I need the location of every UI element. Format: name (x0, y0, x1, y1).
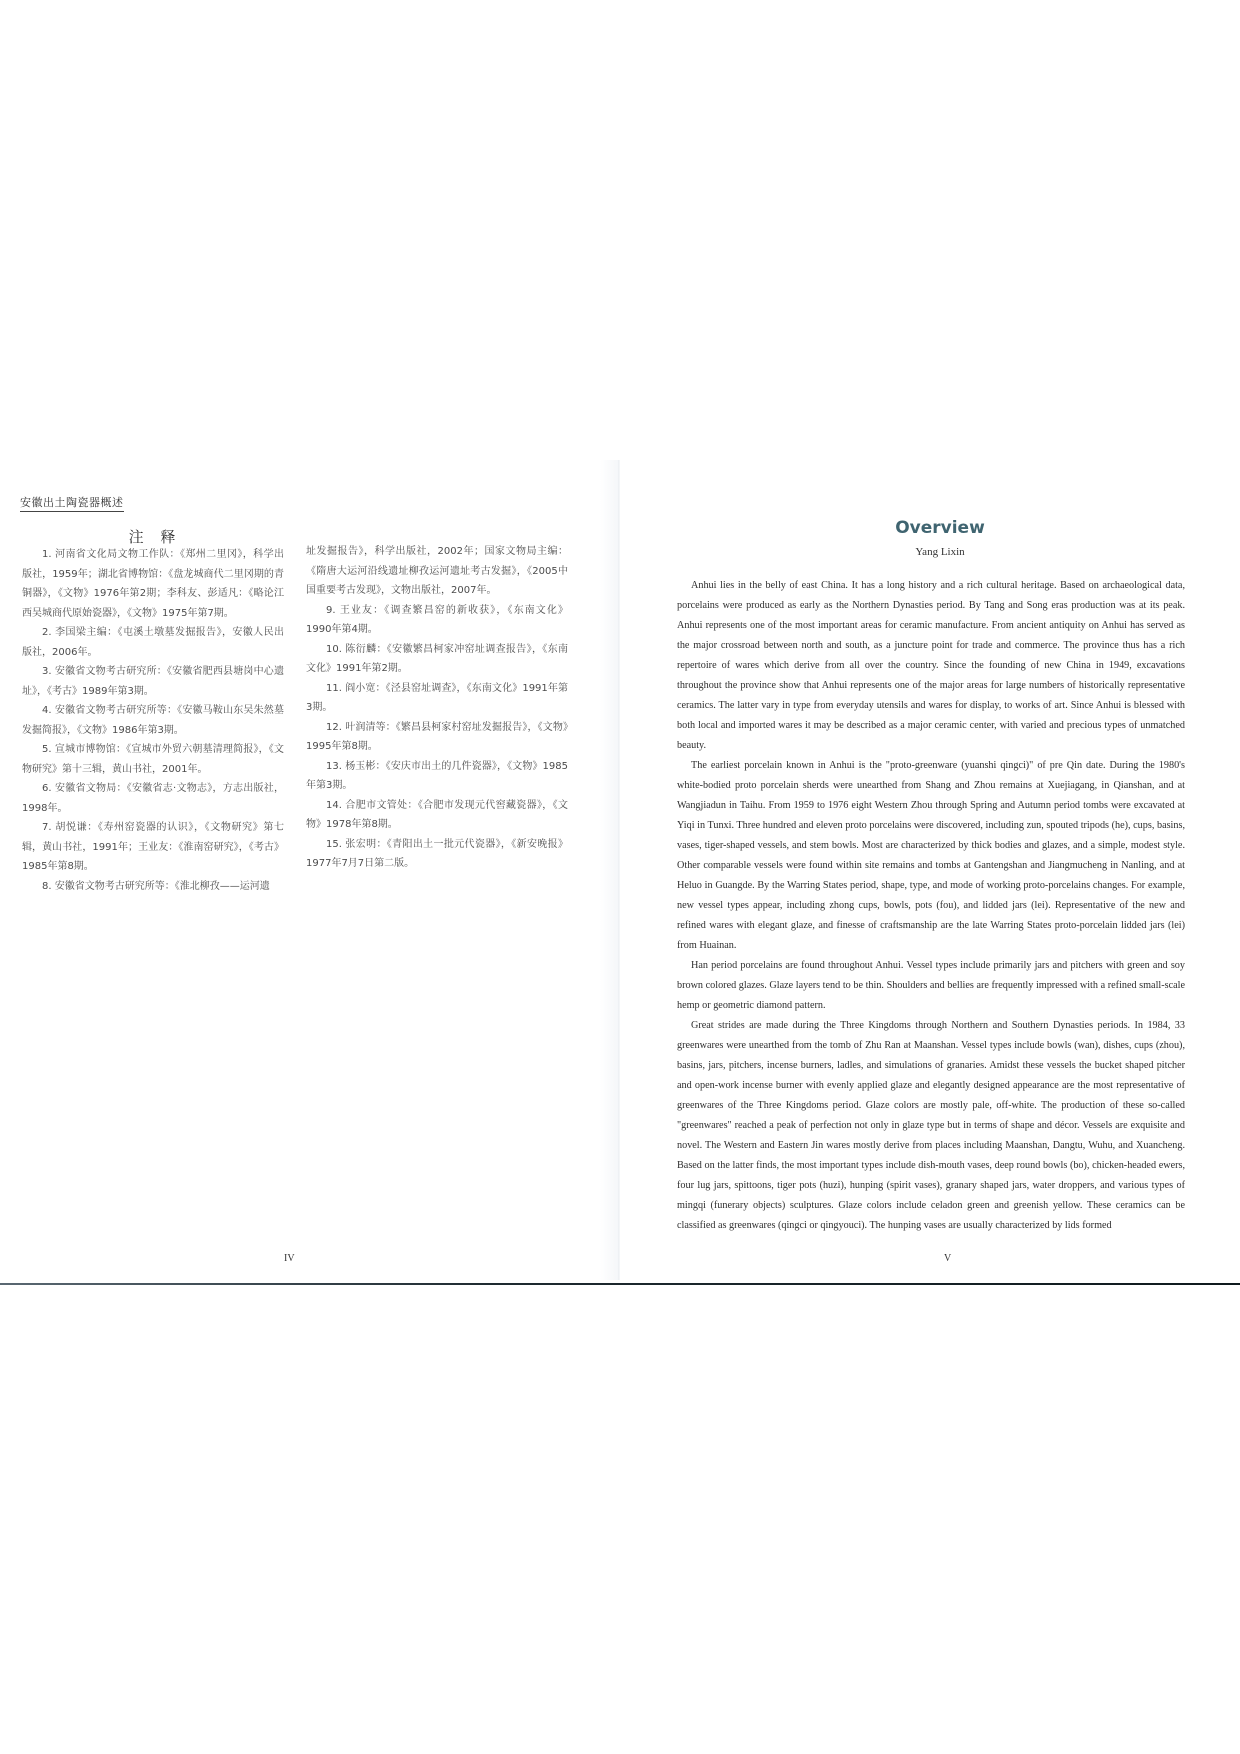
note-item: 3. 安徽省文物考古研究所：《安徽省肥西县塘岗中心遗址》，《考古》1989年第3期。 (22, 666, 284, 697)
note-item: 7. 胡悦谦：《寿州窑瓷器的认识》，《文物研究》第七辑，黄山书社，1991年；王业友：《淮南窑研究》，《考古》1985年第8期。 (22, 822, 284, 872)
author-name: Yang Lixin (915, 546, 965, 558)
note-item: 8. 安徽省文物考古研究所等：《淮北柳孜——运河遗 (42, 880, 270, 892)
paragraph: Han period porcelains are found throughout Anhui. Vessel types include primarily jars and pitchers with green and soy brown colored glazes. Glaze layers tend to be thin. Shoulders and bellies are frequently impressed with a refined small-scale hemp or geometric diamond pattern. (677, 960, 1185, 1011)
page-number-right: V (944, 1253, 952, 1264)
running-head: 安徽出土陶瓷器概述 (20, 494, 124, 512)
note-item: 12. 叶润清等：《繁昌县柯家村窑址发掘报告》，《文物》1995年第8期。 (306, 721, 568, 752)
note-item: 11. 阎小宽：《泾县窑址调查》，《东南文化》1991年第3期。 (306, 682, 568, 713)
note-item: 13. 杨玉彬：《安庆市出土的几件瓷器》，《文物》1985年第3期。 (306, 760, 568, 791)
note-item: 1. 河南省文化局文物工作队：《郑州二里冈》，科学出版社，1959年；湖北省博物馆：《盘龙城商代二里冈期的青铜器》，《文物》1976年第2期；李科友、彭适凡：《略论江西吴城商代原始瓷器》，《文物》1975年第7期。 (22, 549, 284, 619)
page-number-left: IV (284, 1253, 295, 1264)
note-item: 15. 张宏明：《青阳出土一批元代瓷器》，《新安晚报》1977年7月7日第二版。 (306, 838, 568, 869)
note-item: 10. 陈衍麟：《安徽繁昌柯家冲窑址调查报告》，《东南文化》1991年第2期。 (306, 643, 568, 674)
paragraph: The earliest porcelain known in Anhui is the "proto-greenware (yuanshi qingci)" of pre Qin date. During the 1980's white-bodied proto porcelain sherds were unearthed from Shang and Zhou remains at Xuejiagang, in Qianshan, and at Wangjiadun in Taihu. From 1959 to 1976 eight Western Zhou through Spring and Autumn period tombs were excavated at Yiqi in Tunxi. Three hundred and eleven proto porcelains were discovered, including zun, spouted tripods (he), cups, basins, vases, tiger-shaped vessels, and stem bowls. Most are characterized by thick bodies and glazes, and a simple, modest style. Other comparable vessels were found within site remains and tombs at Gantengshan and Jiangmucheng in Nanling, and at Heluo in Guangde. By the Warring States period, shape, type, and mode of working proto-porcelains changes. For example, new vessel types appear, including zhong cups, bowls, pots (fou), and lidded jars (lei). Representative of the new and refined wares with elegant glaze, and finesse of craftsmanship are the late Warring States proto-porcelain lidded jars (lei) from Huainan. (677, 760, 1185, 951)
paragraph: Anhui lies in the belly of east China. It has a long history and a rich cultural heritage. Based on archaeological data, porcelains were produced as early as the Northern Dynasties period. By Tang and Song eras production was at its peak. Anhui represents one of the most important areas for ceramic manufacture. From ancient antiquity on Anhui has served as the major crossroad between north and south, as a juncture point for trade and commerce. The province thus has a rich repertoire of wares which derive from all over the country. Since the founding of new China in 1949, excavations throughout the province show that Anhui represents one of the major areas for large numbers of historically representative ceramics. The latter vary in type from everyday utensils and wares for display, to works of art. Since Anhui is blessed with both local and imported wares it may be described as a major ceramic center, with varied and precious types of unmatched beauty. (677, 580, 1185, 751)
note-item: 14. 合肥市文管处：《合肥市发现元代窖藏瓷器》，《文物》1978年第8期。 (306, 799, 568, 830)
notes-column-2 (306, 542, 568, 874)
gutter-shadow (600, 460, 620, 1280)
note-item-continuation: 址发掘报告》，科学出版社，2002年；国家文物局主编：《隋唐大运河沿线遗址柳孜运河遗址考古发掘》，《2005中国重要考古发现》，文物出版社，2007年。 (306, 546, 568, 596)
body-text (677, 576, 1185, 1236)
paragraph: Great strides are made during the Three Kingdoms through Northern and Southern Dynasties periods. In 1984, 33 greenwares were unearthed from the tomb of Zhu Ran at Maanshan. Vessel types include bowls (wan), dishes, cups (zhou), basins, jars, pitchers, incense burners, ladles, and simulations of granaries. Amidst these vessels the bucket shaped pitcher and open-work incense burner with evenly applied glaze and elegantly designed appearance are the most representative of greenwares of the Three Kingdoms period. Glaze colors are mostly pale, off-white. The production of these so-called "greenwares" reached a peak of perfection not only in glaze type but in terms of shape and décor. Vessels are exquisite and novel. The Western and Eastern Jin wares mostly derive from places including Maanshan, Dangtu, Wuhu, and Xuancheng. Based on the latter finds, the most important types include dish-mouth vases, deep round bowls (bo), chicken-headed ewers, four lug jars, spittoons, tiger pots (huzi), hunping (spirit vases), granary shaped jars, water droppers, and various types of mingqi (funerary objects) sculptures. Glaze colors include celadon green and greenish yellow. These ceramics can be classified as greenwares (qingci or qingyouci). The hunping vases are usually characterized by lids formed (677, 1020, 1185, 1231)
note-item: 4. 安徽省文物考古研究所等：《安徽马鞍山东吴朱然墓发掘简报》，《文物》1986年第3期。 (22, 705, 284, 736)
note-item: 2. 李国梁主编：《屯溪土墩墓发掘报告》，安徽人民出版社，2006年。 (22, 627, 284, 658)
notes-title: 注 释 (128, 528, 182, 546)
note-item: 9. 王业友：《调查繁昌窑的新收获》，《东南文化》1990年第4期。 (306, 604, 568, 635)
scan-bottom-edge (0, 1283, 1240, 1285)
notes-column-1 (22, 545, 284, 896)
note-item: 5. 宣城市博物馆：《宣城市外贸六朝墓清理简报》，《文物研究》第十三辑，黄山书社，2001年。 (22, 744, 284, 775)
note-item: 6. 安徽省文物局：《安徽省志·文物志》，方志出版社，1998年。 (22, 783, 284, 814)
page-title: Overview (895, 518, 985, 538)
page-gutter (618, 460, 619, 1280)
